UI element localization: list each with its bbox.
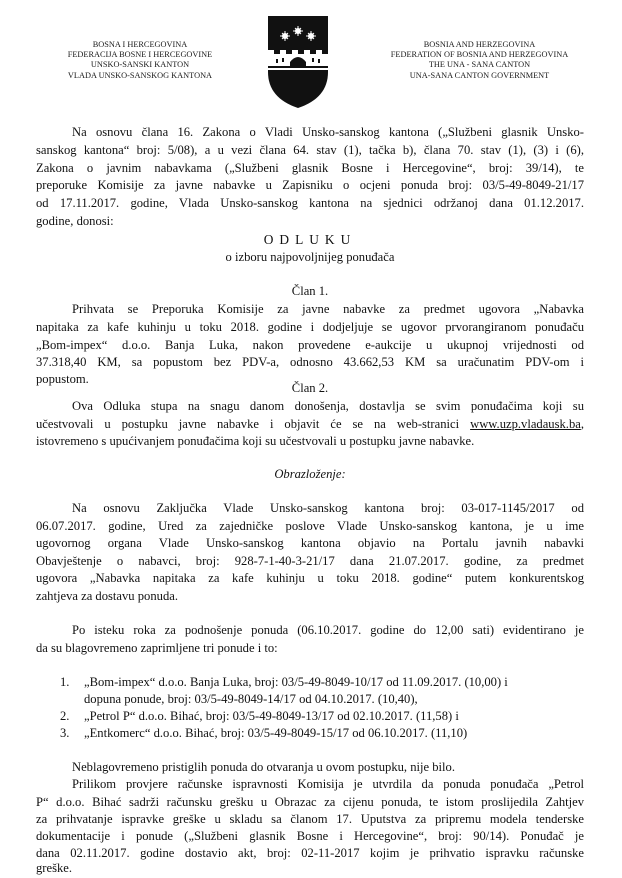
explanation-line: da su blagovremeno zaprimljene tri ponude i to: [36, 641, 278, 655]
article-1-line: napitaka za kafe kuhinju u toku 2018. godine i dodjeljuje se ugovor prvorangiranom ponuđaču [36, 320, 584, 334]
header-left-line: VLADA UNSKO-SANSKOG KANTONA [67, 70, 213, 80]
explanation-line: Obavještenje o nabavci, broj: 928-7-1-40-3-21/17 dana 21.07.2017. godine, za predmet [36, 554, 584, 568]
header-right-line: UNA-SANA CANTON GOVERNMENT [409, 70, 550, 80]
coat-of-arms-icon [266, 14, 330, 110]
explanation-line: P“ d.o.o. Bihać sadrži računsku grešku u Obrazac za cijenu ponuda, te istom proslijedila Zahtjev [36, 795, 584, 809]
explanation-line: dana 02.11.2017. godine dostavio akt, broj: 02-11-2017 kojim je prihvatio ispravku računske [36, 846, 584, 860]
offer-list-item [60, 708, 580, 725]
preamble-line: Zakona o javnim nabavkama („Službeni glasnik Bosne i Hercegovine“, broj: 39/14), te [36, 161, 584, 175]
explanation-line: za prihvatanje ispravke greške u skladu sa članom 17. Uputstva za pripremu modela tenderske [36, 812, 584, 826]
offer-list-item-continuation: dopuna ponude, broj: 03/5-49-8049-14/17 od 04.10.2017. (10,40), [84, 692, 418, 706]
preamble-line: preporuke Komisije za javne nabavke u Zapisniku o ocjeni ponuda broj: 03/5-49-8049-21/17 [36, 178, 584, 192]
offer-text: „Entkomerc“ d.o.o. Bihać, broj: 03/5-49-8049-15/17 od 06.10.2017. (11,10) [84, 726, 468, 740]
header-left-line: BOSNA I HERCEGOVINA [92, 40, 188, 49]
explanation-line: zahtjeva za dostavu ponuda. [36, 589, 178, 603]
article-1-line: popustom. [36, 372, 89, 386]
article-2-line: istovremeno s upućivanjem ponuđačima koji su učestvovali u postupku javne nabavke. [36, 434, 475, 448]
offer-text: „Petrol P“ d.o.o. Bihać, broj: 03/5-49-8049-13/17 od 02.10.2017. (11,58) i [84, 709, 459, 723]
explanation-line: Na osnovu Zaključka Vlade Unsko-sanskog kantona broj: 03-017-1145/2017 od [72, 501, 584, 515]
explanation-line: ugovornog organa Vlade Unsko-sanskog kantona objavio na Portalu javnih nabavki [36, 536, 584, 550]
explanation-line: Po isteku roka za podnošenje ponuda (06.10.2017. godine do 12,00 sati) evidentirano je [72, 623, 584, 637]
offer-number: 1. [60, 675, 70, 689]
preamble-line: Na osnovu člana 16. Zakona o Vladi Unsko-sanskog kantona („Službeni glasnik Unsko- [72, 125, 584, 139]
article-1-line: Prihvata se Preporuka Komisije za javne nabavke za predmet ugovora „Nabavka [72, 302, 584, 316]
header-right-block [362, 40, 597, 81]
explanation-line: greške. [36, 861, 73, 875]
article-2-text: učestvovali u postupku javne nabavke i objavit će se na web-stranici [36, 417, 471, 431]
offer-text: „Bom-impex“ d.o.o. Banja Luka, broj: 03/5-49-8049-10/17 od 11.09.2017. (10,00) i [84, 675, 508, 689]
explanation-line: ugovora „Nabavka napitaka za kafe kuhinju u toku 2018. godine“ putem konkurentskog [36, 571, 584, 585]
header-left-line: UNSKO-SANSKI KANTON [90, 60, 190, 70]
header-left-block [40, 40, 240, 81]
offer-list-item [60, 725, 580, 742]
article-1-heading: Član 1. [291, 284, 329, 298]
explanation-line: Prilikom provjere računske ispravnosti Komisija je utvrdila da ponuda ponuđača „Petrol [72, 777, 584, 791]
article-1-line: „Bom-impex“ d.o.o. Banja Luka, nakon provedene e-aukcije u ukupnoj vrijednosti od [36, 338, 584, 352]
explanation-line: dokumentacije i ponude („Službeni glasnik Bosne i Hercegovine“, broj: 90/14). Ponuđač je [36, 829, 584, 843]
header-right-line: THE UNA - SANA CANTON [428, 60, 531, 70]
explanation-heading: Obrazloženje: [274, 467, 346, 481]
article-1-line: 37.318,40 KM, sa popustom bez PDV-a, odnosno 43.662,53 KM sa uračunatim PDV-om i [36, 355, 584, 369]
offer-number: 3. [60, 726, 70, 740]
preamble-line: sanskog kantona“ broj: 5/08), a u vezi člana 64. stav (1), tačka b), člana 70. stav (1), (3) i (6), [36, 143, 584, 157]
preamble-line: od 17.11.2017. godine, Vlada Unsko-sanskog kantona na sjednici održanoj dana 01.12.2017. [36, 196, 584, 210]
offer-list-item [60, 674, 580, 691]
header-left-line: FEDERACIJA BOSNE I HERCEGOVINE [67, 50, 213, 60]
header-right-line: FEDERATION OF BOSNIA AND HERZEGOVINA [390, 50, 569, 60]
article-2-line: Ova Odluka stupa na snagu danom donošenja, dostavlja se svim ponuđačima koji su [72, 399, 584, 413]
article-2-heading: Član 2. [291, 381, 329, 395]
document-title: ODLUKU [263, 232, 357, 247]
explanation-line: 06.07.2017. godine, Ured za zajedničke poslove Vlade Unsko-sanskog kantona, je u ime [36, 519, 584, 533]
header-right-line: BOSNIA AND HERZEGOVINA [423, 40, 536, 49]
website-link[interactable]: www.uzp.vladausk.ba [470, 417, 581, 431]
explanation-line: Neblagovremeno pristiglih ponuda do otvaranja u ovom postupku, nije bilo. [72, 760, 455, 774]
offer-number: 2. [60, 709, 70, 723]
document-subtitle: o izboru najpovoljnijeg ponuđača [225, 250, 395, 264]
preamble-line: godine, donosi: [36, 214, 114, 228]
article-2-text: , [580, 417, 584, 431]
article-2-line [36, 416, 584, 433]
